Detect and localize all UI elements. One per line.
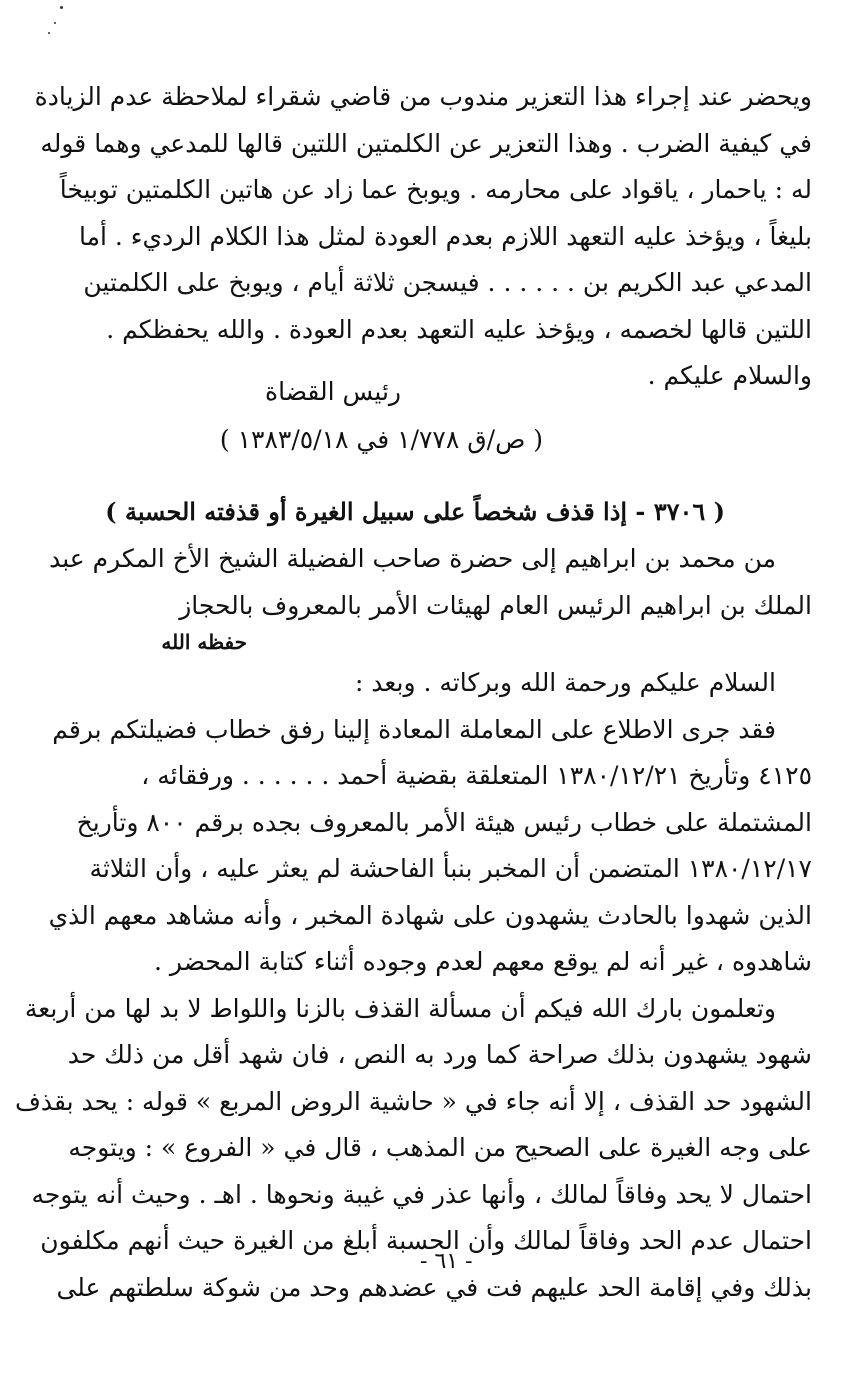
paragraph-line: والسلام عليكم . — [647, 361, 812, 390]
body-line: الشهود حد القذف ، إلا أنه جاء في « حاشية الروض المربع » قوله : يحد بقذف — [14, 1086, 812, 1116]
body-line: على وجه الغيرة على الصحيح من المذهب ، قال في « الفروع » : ويتوجه — [68, 1133, 812, 1162]
paragraph-line: في كيفية الضرب . وهذا التعزير عن الكلمتين اللتين قالها للمدعي وهما قوله — [40, 128, 812, 158]
body-line: ٤١٢٥ وتأريخ ١٣٨٠/١٢/٢١ المتعلقة بقضية أحمد . . . . . . ورفقائه ، — [141, 761, 812, 790]
paragraph-1 — [34, 74, 812, 400]
body-line: فقد جرى الاطلاع على المعاملة المعادة إلينا رفق خطاب فضيلتكم برقم — [52, 714, 776, 744]
scan-speck — [60, 6, 63, 9]
body-line: احتمال لا يحد وفاقاً لمالك ، وأنها عذر في غيبة ونحوها . اهـ . وحيث أنه يتوجه — [31, 1179, 812, 1209]
body-line: السلام عليكم ورحمة الله وبركاته . وبعد : — [354, 668, 776, 697]
body-line: احتمال عدم الحد وفاقاً لمالك وأن الحسبة أبلغ من الغيرة حيث أنهم مكلفون — [40, 1226, 812, 1255]
body-line: شاهدوه ، غير أنه لم يوقع معهم لعدم وجوده أثناء كتابة المحضر . — [154, 947, 812, 976]
scan-speck — [48, 32, 50, 34]
letter-body — [14, 660, 812, 1311]
paragraph-line: له : ياحمار ، ياقواد على محارمه . ويوبخ عما زاد عن هاتين الكلمتين توبيخاً — [59, 175, 812, 204]
body-line: المشتملة على خطاب رئيس هيئة الأمر بالمعروف بجده برقم ٨٠٠ وتأريخ — [76, 807, 812, 837]
page-number: - ٦١ - — [420, 1249, 473, 1274]
paragraph-line: المدعي عبد الكريم بن . . . . . . فيسجن ثلاثة أيام ، ويوبخ على الكلمتين — [83, 268, 812, 297]
address-line: من محمد بن ابراهيم إلى حضرة صاحب الفضيلة الشيخ الأخ المكرم عبد — [49, 544, 776, 573]
body-line: وتعلمون بارك الله فيكم أن مسألة القذف بالزنا واللواط لا بد لها من أربعة — [24, 993, 776, 1023]
hafidhahullah-label: حفظه الله — [161, 630, 247, 654]
body-line: شهود يشهدون بذلك صراحة كما ورد به النص ، فان شهد أقل من ذلك حد — [67, 1040, 812, 1069]
address-block — [49, 536, 812, 629]
paragraph-line: بليغاً ، ويؤخذ عليه التعهد اللازم بعدم العودة لمثل هذا الكلام الرديء . أما — [78, 221, 812, 251]
scan-speck — [54, 22, 56, 24]
paragraph-line: ويحضر عند إجراء هذا التعزير مندوب من قاضي شقراء لملاحظة عدم الزيادة — [34, 82, 812, 111]
body-line: ١٣٨٠/١٢/١٧ المتضمن أن المخبر بنبأ الفاحشة لم يعثر عليه ، وأن الثلاثة — [89, 854, 812, 883]
paragraph-line: اللتين قالها لخصمه ، ويؤخذ عليه التعهد بعدم العودة . والله يحفظكم . — [106, 314, 812, 344]
address-line: الملك بن ابراهيم الرئيس العام لهيئات الأمر بالمعروف بالحجاز — [179, 590, 812, 620]
section-heading: ( ٣٧٠٦ - إذا قذف شخصاً على سبيل الغيرة أو قذفته الحسبة ) — [105, 497, 725, 526]
body-line: الذين شهدوا بالحادث يشهدون على شهادة المخبر ، وأنه مشاهد معهم الذي — [48, 900, 812, 930]
reference-number: ( ص/ق ١/٧٧٨ في ١٣٨٣/٥/١٨ ) — [219, 425, 543, 454]
signature-title: رئيس القضاة — [265, 377, 401, 406]
body-line: بذلك وفي إقامة الحد عليهم فت في عضدهم وحد من شوكة سلطتهم على — [56, 1272, 812, 1302]
